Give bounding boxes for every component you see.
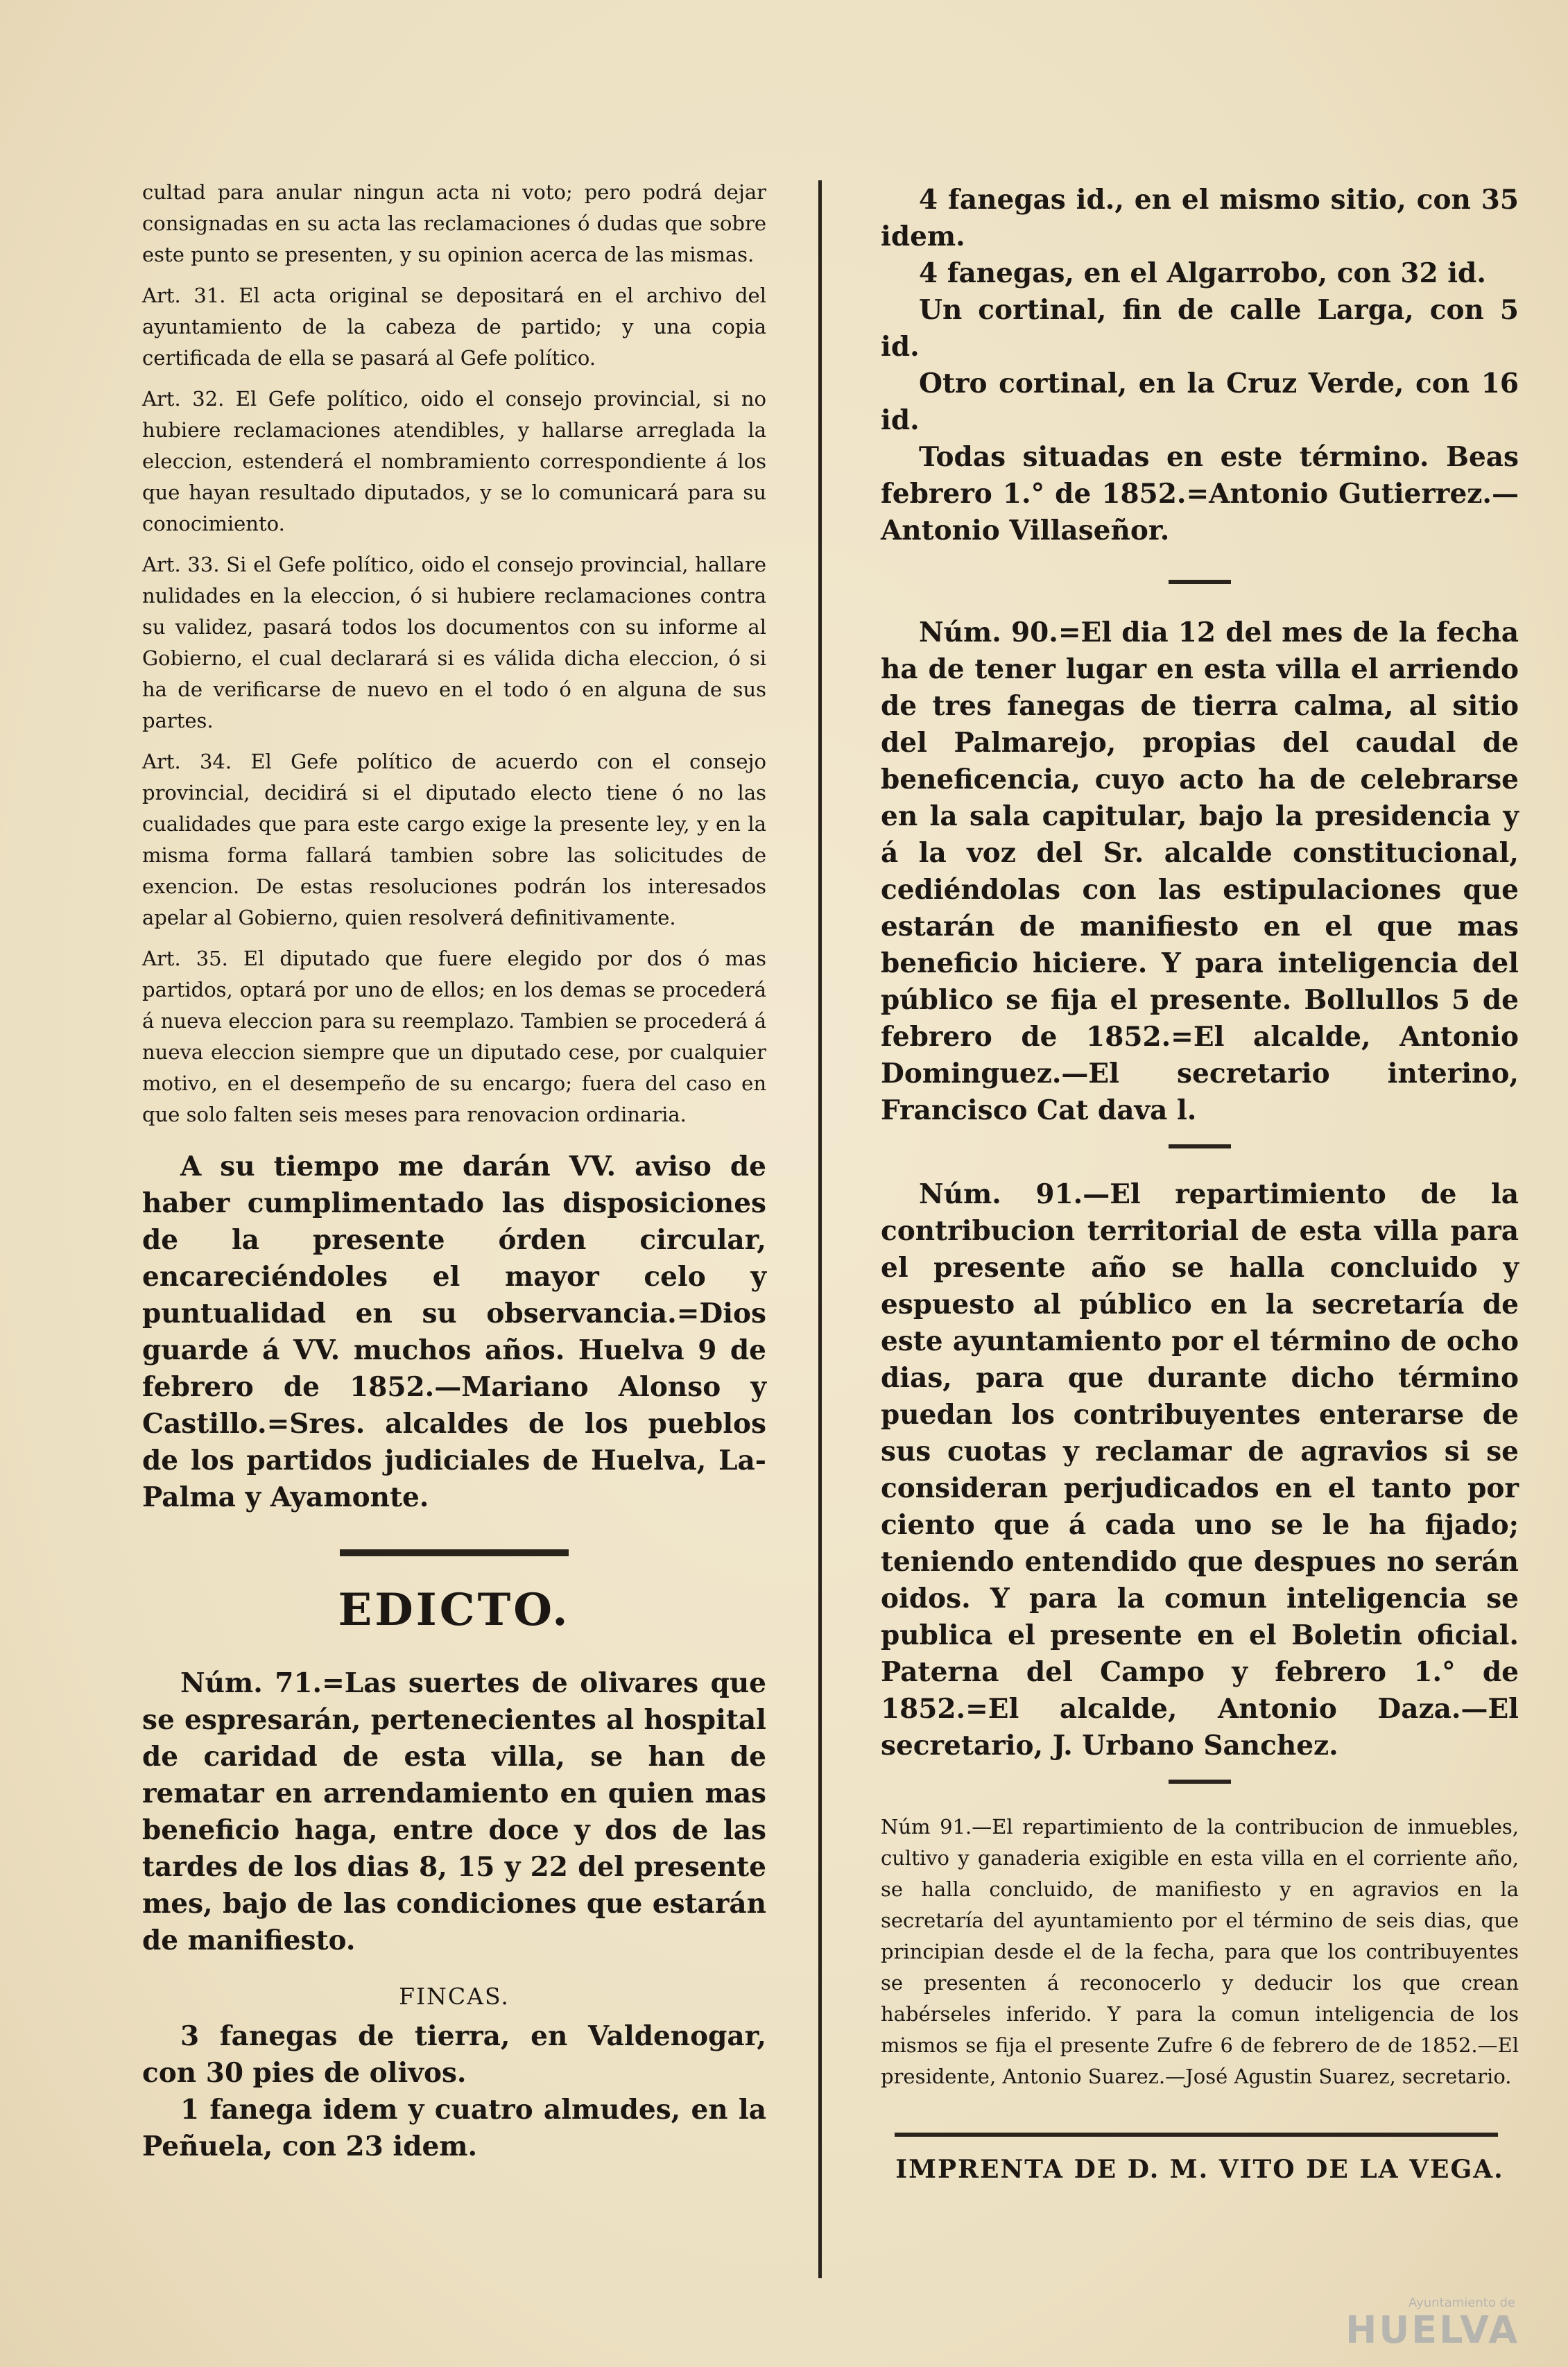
article-31: Art. 31. El acta original se depositará en el archivo del ayuntamiento de la cabeza de partido; y una copia certificada de ella se pasará al Gefe político. bbox=[142, 284, 766, 370]
left-column bbox=[142, 177, 766, 2165]
section-divider bbox=[1169, 1144, 1231, 1148]
right-column bbox=[881, 182, 1519, 2184]
article-32: Art. 32. El Gefe político, oido el consejo provincial, si no hubiere reclamaciones atendibles, y hallarse arreglada la eleccion, estenderá el nombramiento correspondiente á los que hayan resultado diputados, y se lo comunicará para su conocimiento. bbox=[142, 387, 766, 535]
finca-signature: Todas situadas en este término. Beas febrero 1.° de 1852.=Antonio Gutierrez.—Antonio Villaseñor. bbox=[881, 441, 1519, 546]
article-34: Art. 34. El Gefe político de acuerdo con el consejo provincial, decidirá si el diputado electo tiene ó no las cualidades que para este cargo exige la presente ley, y en la misma forma fallará tambien sobre las solicitudes de exencion. De estas resoluciones podrán los interesados apelar al Gobierno, quien resolverá definitivamente. bbox=[142, 750, 766, 929]
watermark-logo: HUELVA bbox=[1345, 2308, 1519, 2352]
article-paragraph: cultad para anular ningun acta ni voto; pero podrá dejar consignadas en su acta las reclamaciones ó dudas que sobre este punto se presenten, y su opinion acerca de las mismas. bbox=[142, 180, 766, 266]
edicto-text: Núm. 71.=Las suertes de olivares que se espresarán, pertenecientes al hospital de caridad de esta villa, se han de rematar en arrendamiento en quien mas beneficio haga, entre doce y dos de las tardes de los dias 8, 15 y 22 del presente mes, bajo de las condiciones que estarán de manifiesto. bbox=[142, 1667, 766, 1956]
closing-paragraph: A su tiempo me darán VV. aviso de haber cumplimentado las disposiciones de la presente órden circular, encareciéndoles el mayor celo y puntualidad en su observancia.=Dios guarde á VV. muchos años. Huelva 9 de febrero de 1852.—Mariano Alonso y Castillo.=Sres. alcaldes de los pueblos de los partidos judiciales de Huelva, La-Palma y Ayamonte. bbox=[142, 1151, 766, 1513]
watermark-subtext: Ayuntamiento de bbox=[1408, 2296, 1515, 2310]
finca-item: 1 fanega idem y cuatro almudes, en la Peñuela, con 23 idem. bbox=[142, 2094, 766, 2162]
article-35: Art. 35. El diputado que fuere elegido por dos ó mas partidos, optará por uno de ellos; en los demas se procederá á nueva eleccion para su reemplazo. Tambien se procederá á nueva eleccion siempre que un diputado cese, por cualquier motivo, en el desempeño de su encargo; fuera del caso en que solo falten seis meses para renovacion ordinaria. bbox=[142, 947, 766, 1126]
finca-item: 4 fanegas, en el Algarrobo, con 32 id. bbox=[919, 257, 1486, 289]
notice-90: Núm. 90.=El dia 12 del mes de la fecha ha de tener lugar en esta villa el arriendo de tres fanegas de tierra calma, al sitio del Palmarejo, propias del caudal de beneficencia, cuyo acto ha de celebrarse en la sala capitular, bajo la presidencia y á la voz del Sr. alcalde constitucional, cediéndolas con las estipulaciones que estarán de manifiesto en el que mas beneficio hiciere. Y para inteligencia del público se fija el presente. Bollullos 5 de febrero de 1852.=El alcalde, Antonio Dominguez.—El secretario interino, Francisco Cat dava l. bbox=[881, 617, 1519, 1126]
section-divider bbox=[1169, 1780, 1231, 1784]
column-separator bbox=[818, 180, 822, 2278]
article-33: Art. 33. Si el Gefe político, oido el consejo provincial, hallare nulidades en la eleccion, ó si hubiere reclamaciones contra su validez, pasará todos los documentos con su informe al Gobierno, el cual declarará si es válida dicha eleccion, ó si ha de verificarse de nuevo en el todo ó en alguna de sus partes. bbox=[142, 553, 766, 732]
finca-item: Otro cortinal, en la Cruz Verde, con 16 id. bbox=[881, 368, 1519, 436]
notice-91-paterna: Núm. 91.—El repartimiento de la contribucion territorial de esta villa para el presente año se halla concluido y espuesto al público en la secretaría de este ayuntamiento por el término de ocho dias, para que durante dicho término puedan los contribuyentes enterarse de sus cuotas y reclamar de agravios si se consideran perjudicados en el tanto por ciento que á cada uno se le ha fijado; teniendo entendido que despues no serán oidos. Y para la comun inteligencia se publica el presente en el Boletin oficial. Paterna del Campo y febrero 1.° de 1852.=El alcalde, Antonio Daza.—El secretario, J. Urbano Sanchez. bbox=[881, 1178, 1519, 1762]
fincas-title: FINCAS. bbox=[399, 1983, 510, 2010]
imprint-rule bbox=[895, 2133, 1498, 2137]
edicto-title: EDICTO. bbox=[338, 1584, 571, 1636]
notice-91-zufre: Núm 91.—El repartimiento de la contribucion de inmuebles, cultivo y ganaderia exigible en esta villa en el corriente año, se halla concluido, de manifiesto y en agravios en la secretaría del ayuntamiento por el término de seis dias, que principian desde el de la fecha, para que los contribuyentes se presenten á reconocerlo y deducir los que crean habérseles inferido. Y para la comun inteligencia de los mismos se fija el presente Zufre 6 de febrero de de 1852.—El presidente, Antonio Suarez.—José Agustin Suarez, secretario. bbox=[881, 1815, 1519, 2088]
imprint-line: IMPRENTA DE D. M. VITO DE LA VEGA. bbox=[895, 2155, 1504, 2184]
finca-item: 4 fanegas id., en el mismo sitio, con 35 idem. bbox=[881, 184, 1519, 252]
finca-item: 3 fanegas de tierra, en Valdenogar, con 30 pies de olivos. bbox=[142, 2020, 766, 2089]
section-divider bbox=[1169, 580, 1231, 584]
finca-item: Un cortinal, fin de calle Larga, con 5 id. bbox=[881, 294, 1519, 363]
section-divider bbox=[340, 1549, 569, 1556]
